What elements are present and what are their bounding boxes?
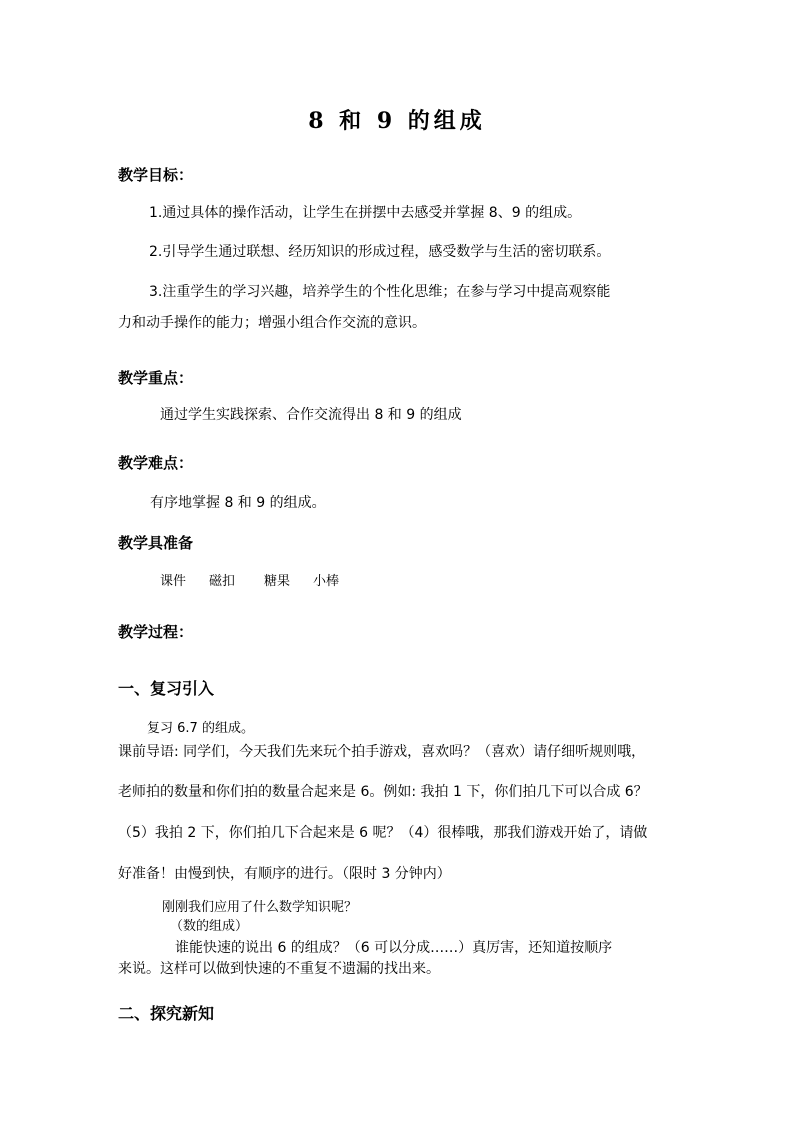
section1-line-5: 好准备！由慢到快，有顺序的进行。（限时 3 分钟内） [118,866,451,882]
section1-heading: 一、复习引入 [118,679,215,698]
objective-item-3: 3.注重学生的学习兴趣，培养学生的个性化思维；在参与学习中提高观察能 [149,284,611,300]
objective-item-2: 2.引导学生通过联想、经历知识的形成过程，感受数学与生活的密切联系。 [149,244,611,260]
objective-item-1: 1.通过具体的操作活动，让学生在拼摆中去感受并掌握 8、9 的组成。 [149,205,582,221]
difficulties-text: 有序地掌握 8 和 9 的组成。 [150,495,326,511]
objective-item-3-continued: 力和动手操作的能力；增强小组合作交流的意识。 [118,315,426,331]
material-item-sticks: 小棒 [313,574,340,589]
section1-line-7: （数的组成） [170,919,249,934]
section1-line-1: 复习 6.7 的组成。 [147,721,254,736]
document-title: 8 和 9 的组成 [308,108,486,134]
material-item-courseware: 课件 [160,574,187,589]
section1-line-4: （5）我拍 2 下，你们拍几下合起来是 6 呢？（4）很棒哦，那我们游戏开始了，请做 [118,825,648,841]
materials-heading: 教学具准备 [118,534,194,552]
difficulties-heading: 教学难点： [118,454,194,472]
objectives-heading: 教学目标： [118,166,194,184]
section1-line-8: 谁能快速的说出 6 的组成？（6 可以分成……）真厉害，还知道按顺序 [175,940,613,956]
section1-line-9: 来说。这样可以做到快速的不重复不遗漏的找出来。 [118,961,440,977]
material-item-magnets: 磁扣 [209,574,236,589]
section1-line-6: 刚刚我们应用了什么数学知识呢？ [162,900,358,915]
section1-line-3: 老师拍的数量和你们拍的数量合起来是 6。例如: 我拍 1 下，你们拍几下可以合成 6？ [118,784,648,800]
section1-line-2: 课前导语: 同学们，今天我们先来玩个拍手游戏，喜欢吗？（喜欢）请仔细听规则哦， [118,744,646,760]
section2-heading: 二、探究新知 [118,1004,215,1023]
key-points-heading: 教学重点： [118,369,194,387]
process-heading: 教学过程： [118,623,194,641]
key-points-text: 通过学生实践探索、合作交流得出 8 和 9 的组成 [160,407,462,423]
material-item-candy: 糖果 [264,574,291,589]
